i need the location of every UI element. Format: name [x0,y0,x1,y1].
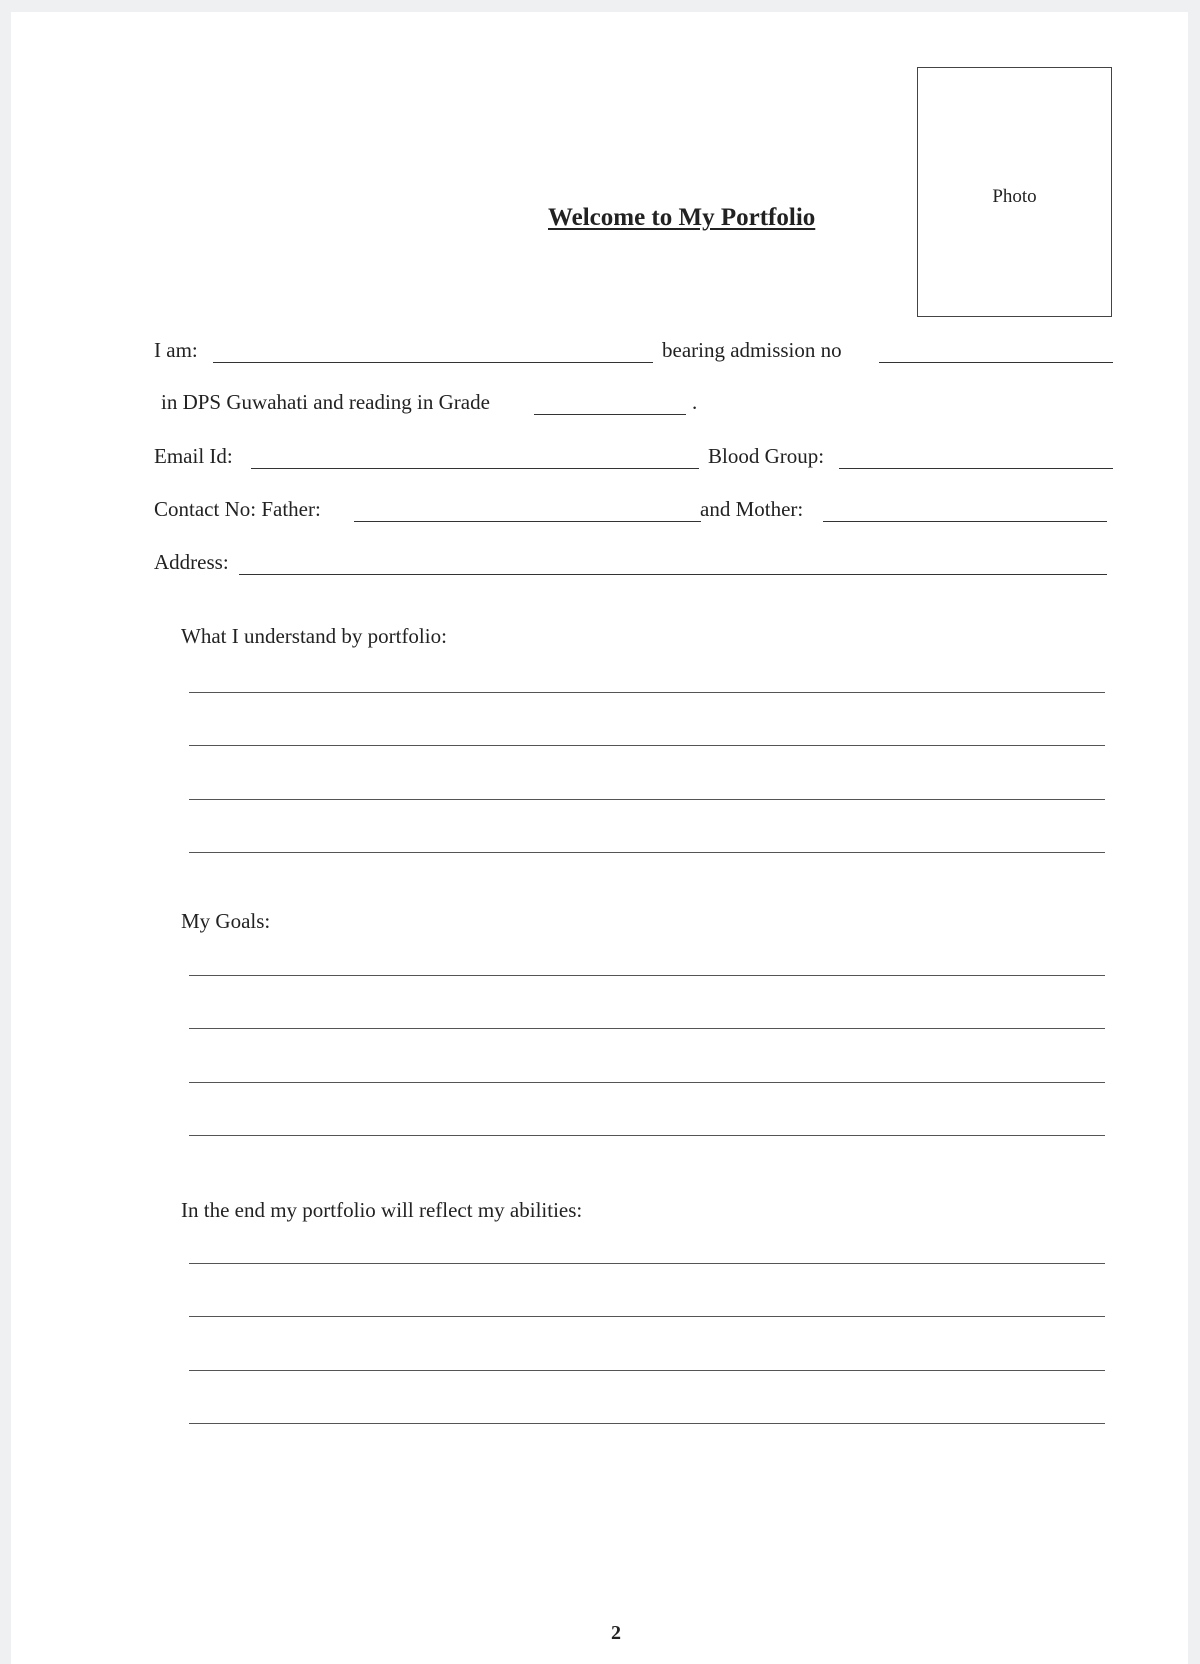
admission-field-line[interactable] [879,362,1113,363]
section-understand-label: What I understand by portfolio: [181,624,447,648]
answer-line[interactable] [189,1135,1105,1136]
photo-label: Photo [992,186,1037,207]
label-school-grade: in DPS Guwahati and reading in Grade [161,390,490,414]
answer-line[interactable] [189,1423,1105,1424]
answer-line[interactable] [189,975,1105,976]
label-mother: and Mother: [700,497,804,521]
document-page [11,12,1188,1664]
page-number: 2 [611,1622,621,1644]
label-email: Email Id: [154,444,233,468]
mother-contact-field-line[interactable] [823,521,1107,522]
answer-line[interactable] [189,799,1105,800]
label-address: Address: [154,550,229,574]
label-admission: bearing admission no [662,338,842,362]
address-field-line[interactable] [239,574,1107,575]
answer-line[interactable] [189,1028,1105,1029]
label-blood-group: Blood Group: [708,444,825,468]
answer-line[interactable] [189,745,1105,746]
section-goals-label: My Goals: [181,909,271,933]
grade-period: . [692,390,698,414]
email-field-line[interactable] [251,468,699,469]
grade-field-line[interactable] [534,414,686,415]
answer-line[interactable] [189,1370,1105,1371]
photo-placeholder[interactable] [917,67,1112,317]
answer-line[interactable] [189,1082,1105,1083]
father-contact-field-line[interactable] [354,521,701,522]
page-title: Welcome to My Portfolio [548,204,816,231]
label-contact-father: Contact No: Father: [154,497,321,521]
section-abilities-label: In the end my portfolio will reflect my abilities: [181,1198,583,1222]
answer-line[interactable] [189,1316,1105,1317]
name-field-line[interactable] [213,362,653,363]
answer-line[interactable] [189,1263,1105,1264]
label-i-am: I am: [154,338,198,362]
answer-line[interactable] [189,852,1105,853]
answer-line[interactable] [189,692,1105,693]
blood-group-field-line[interactable] [839,468,1113,469]
